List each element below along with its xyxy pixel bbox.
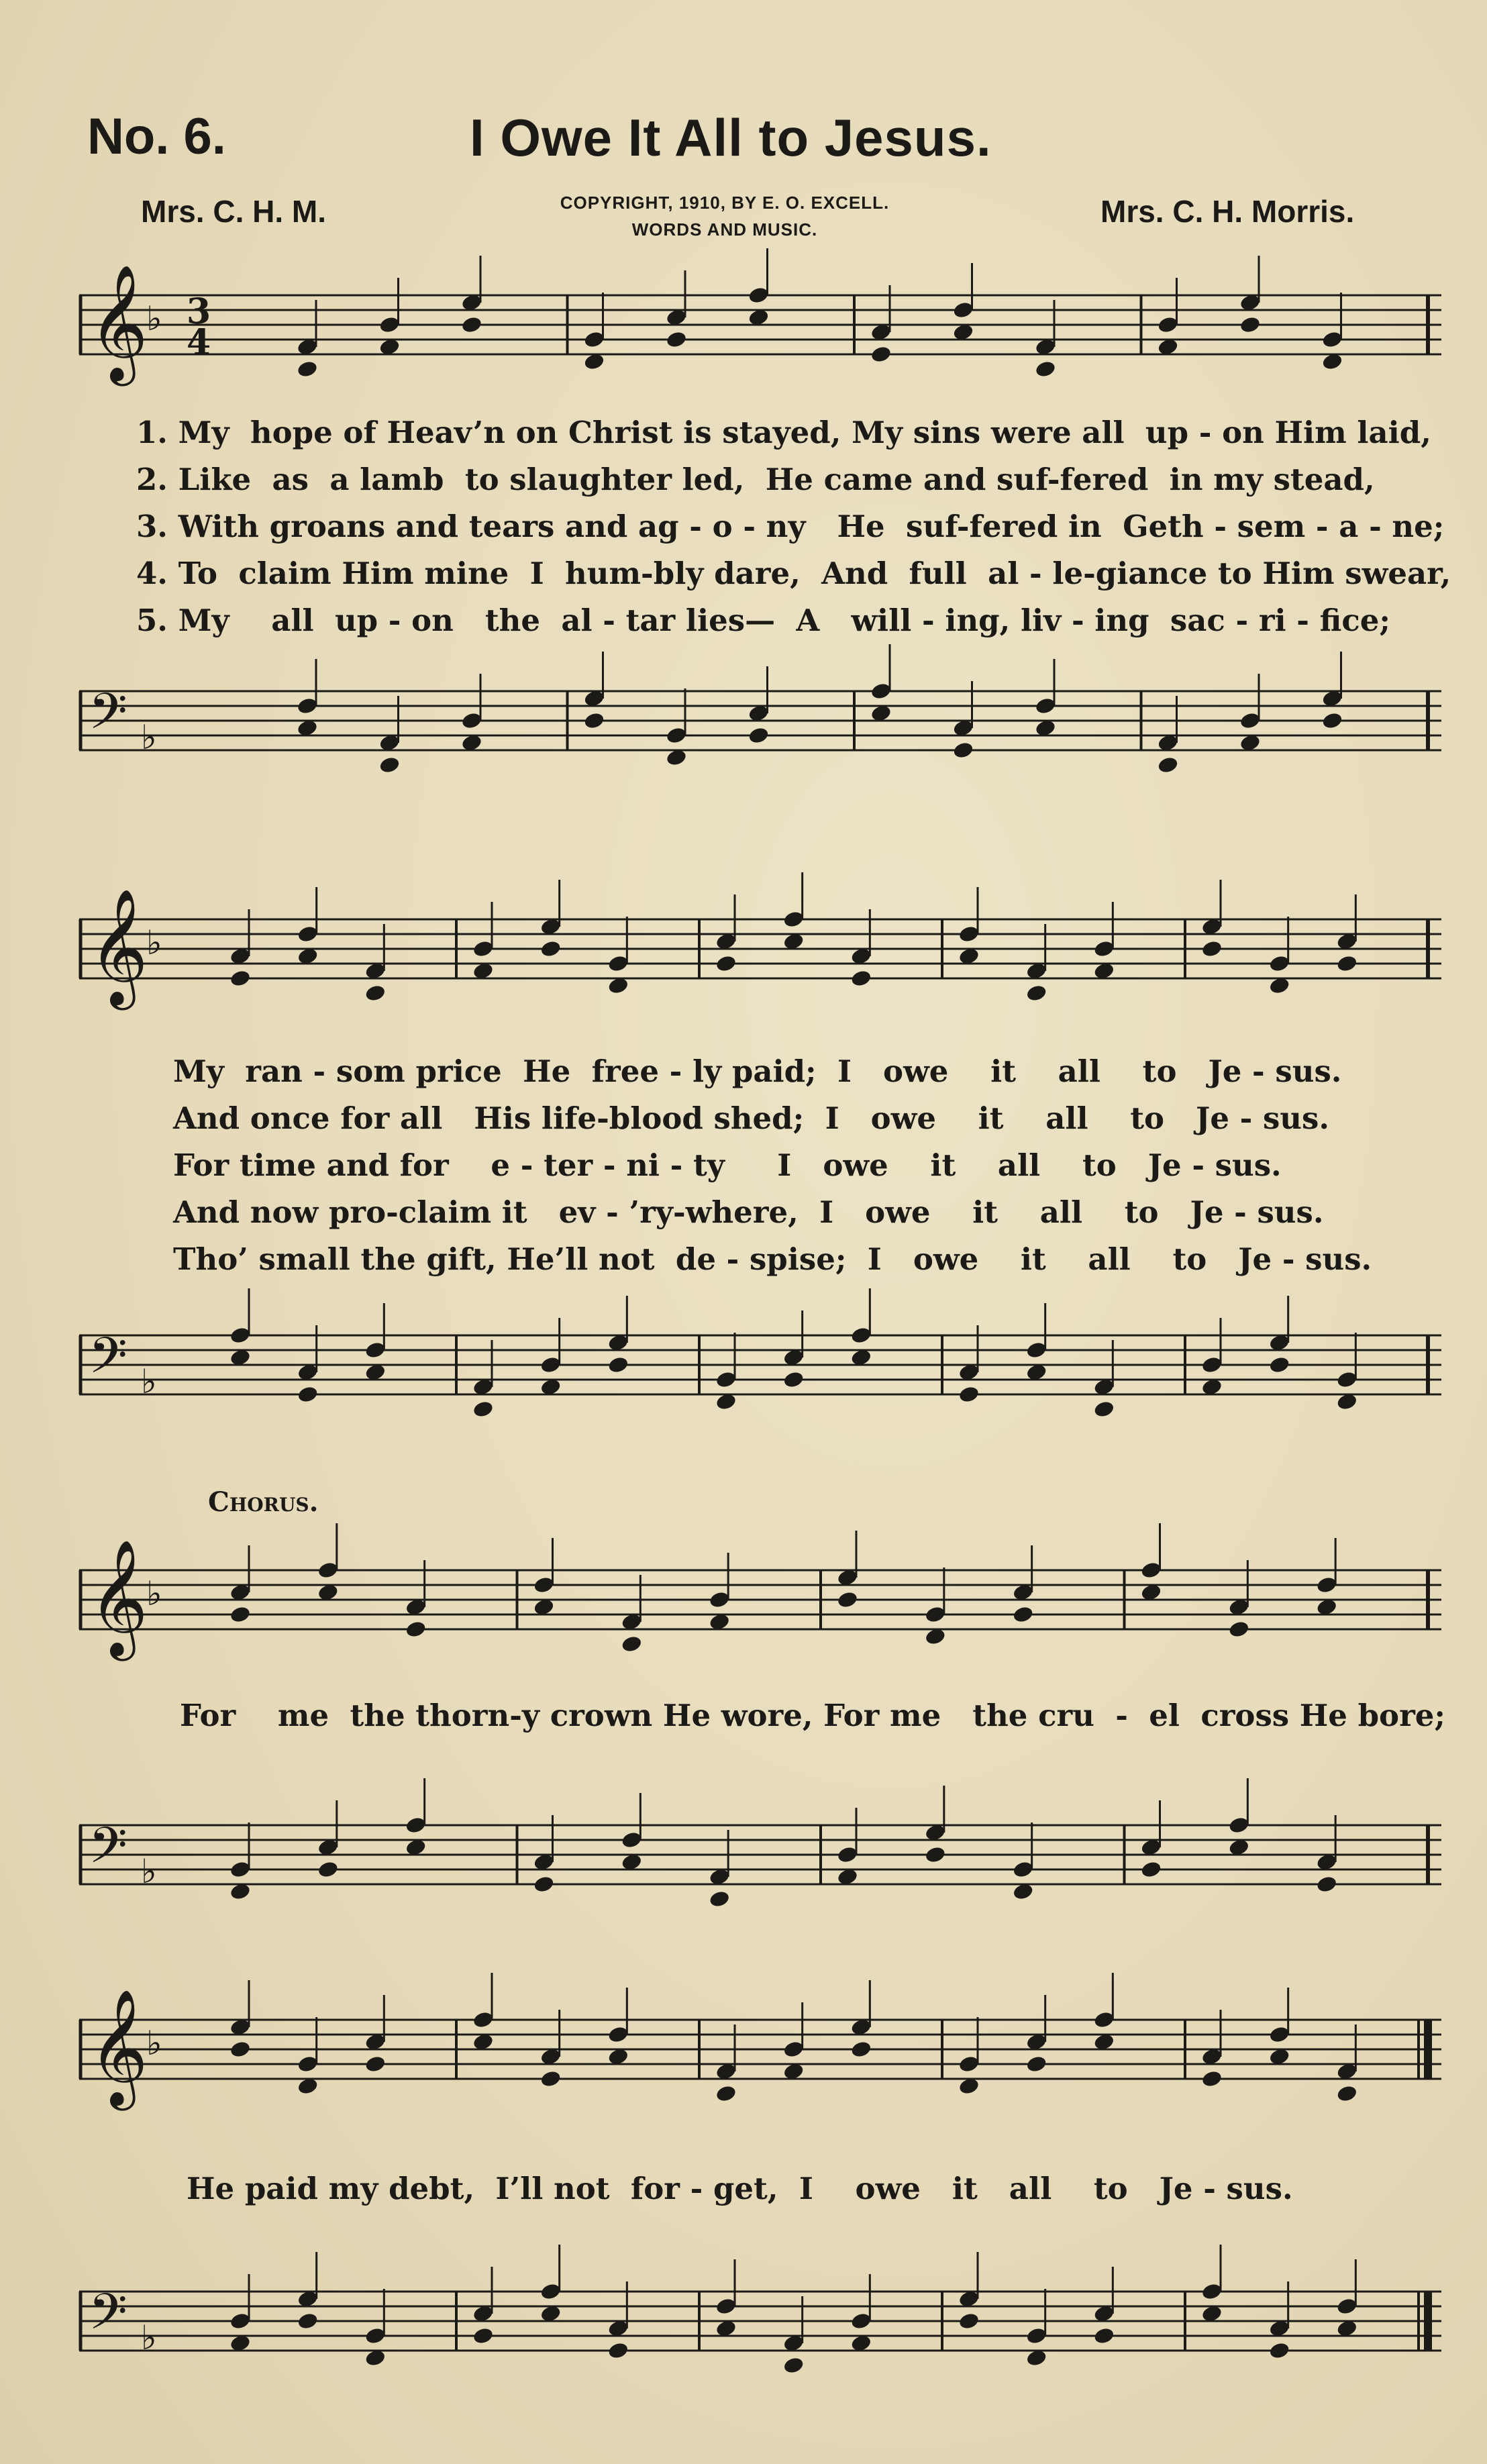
verse-line-2: 2. Like as a lamb to slaughter led, He came and suf-fered in my stead,: [136, 462, 1375, 497]
note-head: [229, 1605, 251, 1624]
note-head: [1228, 1620, 1250, 1639]
note-head: [1336, 954, 1358, 973]
note-head: [850, 969, 872, 988]
note-head: [1093, 1400, 1115, 1419]
note-head: [1239, 315, 1261, 334]
flat-sign-icon: ♭: [141, 2318, 157, 2357]
flat-sign-icon: ♭: [146, 2024, 162, 2063]
note-head: [460, 315, 482, 334]
flat-sign-icon: ♭: [141, 1362, 157, 1401]
music-system-1: [79, 264, 1451, 778]
flat-sign-icon: ♭: [146, 1574, 162, 1613]
time-signature: 3: [187, 291, 211, 332]
note-head: [709, 1890, 731, 1908]
note-head: [297, 2312, 319, 2330]
note-head: [540, 2069, 562, 2088]
note-head: [715, 954, 737, 973]
hymn-title: I Owe It All to Jesus.: [470, 108, 992, 167]
note-head: [1093, 2326, 1115, 2345]
bass-staff: [79, 1805, 1441, 1912]
note-head: [229, 2040, 251, 2059]
words-author: Mrs. C. H. M.: [141, 194, 327, 229]
note-head: [229, 969, 251, 988]
note-head: [782, 1370, 805, 1389]
note-head: [1200, 2069, 1223, 2088]
copyright-notice: [537, 189, 913, 243]
treble-staff: [79, 1989, 1441, 2107]
note-head: [1034, 360, 1056, 378]
note-head: [870, 345, 892, 364]
hymn-number: No. 6.: [87, 108, 226, 165]
note-head: [1140, 1860, 1162, 1879]
note-head: [533, 1875, 555, 1894]
note-head: [1316, 1875, 1338, 1894]
verse-line-5-end: Tho’ small the gift, He’ll not de - spise; I owe it all to Je - sus.: [173, 1241, 1372, 1277]
treble-clef-icon: 𝄞: [89, 264, 148, 381]
note-head: [1012, 1605, 1034, 1624]
note-head: [924, 1845, 946, 1864]
verse-line-3: 3. With groans and tears and ag - o - ny He suf-fered in Geth - sem - a - ne;: [136, 509, 1445, 544]
note-head: [621, 1635, 643, 1653]
note-head: [715, 2084, 737, 2103]
flat-sign-icon: ♭: [141, 1852, 157, 1891]
note-head: [540, 939, 562, 958]
note-head: [836, 1590, 858, 1609]
note-head: [782, 2356, 805, 2375]
chorus-line-2: He paid my debt, I’ll not for - get, I owe it all to Je - sus.: [187, 2171, 1293, 2206]
chorus-label: Chorus.: [208, 1486, 319, 1518]
note-head: [1336, 2084, 1358, 2103]
verse-line-1-end: My ran - som price He free - ly paid; I owe it all to Je - sus.: [173, 1054, 1342, 1089]
copyright-subline: WORDS AND MUSIC.: [631, 219, 818, 240]
verse-line-5: 5. My all up - on the al - tar lies— A will - ing, liv - ing sac - ri - fice;: [136, 603, 1390, 638]
treble-clef-icon: 𝄞: [89, 1539, 148, 1656]
treble-clef-icon: 𝄞: [89, 1989, 148, 2106]
verse-line-4-end: And now pro-claim it ev - ’ry-where, I owe it all to Je - sus.: [173, 1194, 1324, 1230]
music-system-4: [79, 1980, 1441, 2449]
verse-line-3-end: For time and for e - ter - ni - ty I owe it all to Je - sus.: [173, 1147, 1282, 1183]
note-head: [364, 984, 387, 1003]
note-head: [405, 1620, 427, 1639]
note-head: [1268, 2341, 1290, 2360]
bass-staff: [79, 2271, 1441, 2379]
flat-sign-icon: ♭: [146, 923, 162, 962]
note-head: [297, 1385, 319, 1404]
note-head: [583, 711, 605, 730]
music-author: Mrs. C. H. Morris.: [1100, 194, 1355, 229]
verse-line-1: 1. My hope of Heav’n on Christ is stayed, My sins were all up - on Him laid,: [136, 415, 1431, 450]
treble-staff: [79, 264, 1441, 382]
note-head: [1025, 984, 1047, 1003]
treble-clef-icon: 𝄞: [89, 888, 148, 1005]
note-head: [607, 1355, 629, 1374]
time-signature: 4: [187, 322, 211, 363]
music-system-2: [79, 888, 1441, 1429]
note-head: [1321, 711, 1343, 730]
bass-clef-icon: 𝄢: [89, 682, 127, 753]
note-head: [665, 330, 687, 349]
chorus-line-1: For me the thorn-y crown He wore, For me the cru - el cross He bore;: [180, 1698, 1446, 1733]
note-head: [748, 726, 770, 745]
note-head: [952, 741, 974, 760]
music-system-3: [79, 1530, 1446, 1906]
bass-clef-icon: 𝄢: [89, 2283, 127, 2353]
treble-staff: [79, 888, 1441, 1007]
bass-clef-icon: 𝄢: [89, 1327, 127, 1397]
note-head: [1268, 1355, 1290, 1374]
copyright-line: COPYRIGHT, 1910, BY E. O. EXCELL.: [560, 193, 890, 213]
verse-line-4: 4. To claim Him mine I hum-bly dare, And full al - le-giance to Him swear,: [136, 556, 1451, 591]
note-head: [472, 2326, 494, 2345]
note-head: [472, 1400, 494, 1419]
note-head: [958, 1385, 980, 1404]
note-head: [364, 2055, 387, 2073]
note-head: [296, 360, 318, 378]
note-head: [1157, 756, 1179, 774]
bass-clef-icon: 𝄢: [89, 1816, 127, 1887]
note-head: [1200, 939, 1223, 958]
treble-staff: [79, 1539, 1441, 1657]
verse-line-2-end: And once for all His life-blood shed; I owe it all to Je - sus.: [173, 1100, 1330, 1136]
note-head: [1025, 2055, 1047, 2073]
bass-staff: [79, 671, 1441, 778]
note-head: [378, 756, 401, 774]
flat-sign-icon: ♭: [141, 718, 157, 757]
note-head: [317, 1860, 339, 1879]
note-head: [607, 2341, 629, 2360]
flat-sign-icon: ♭: [146, 299, 162, 338]
note-head: [958, 2312, 980, 2330]
note-head: [850, 2040, 872, 2059]
bass-staff: [79, 1315, 1441, 1423]
